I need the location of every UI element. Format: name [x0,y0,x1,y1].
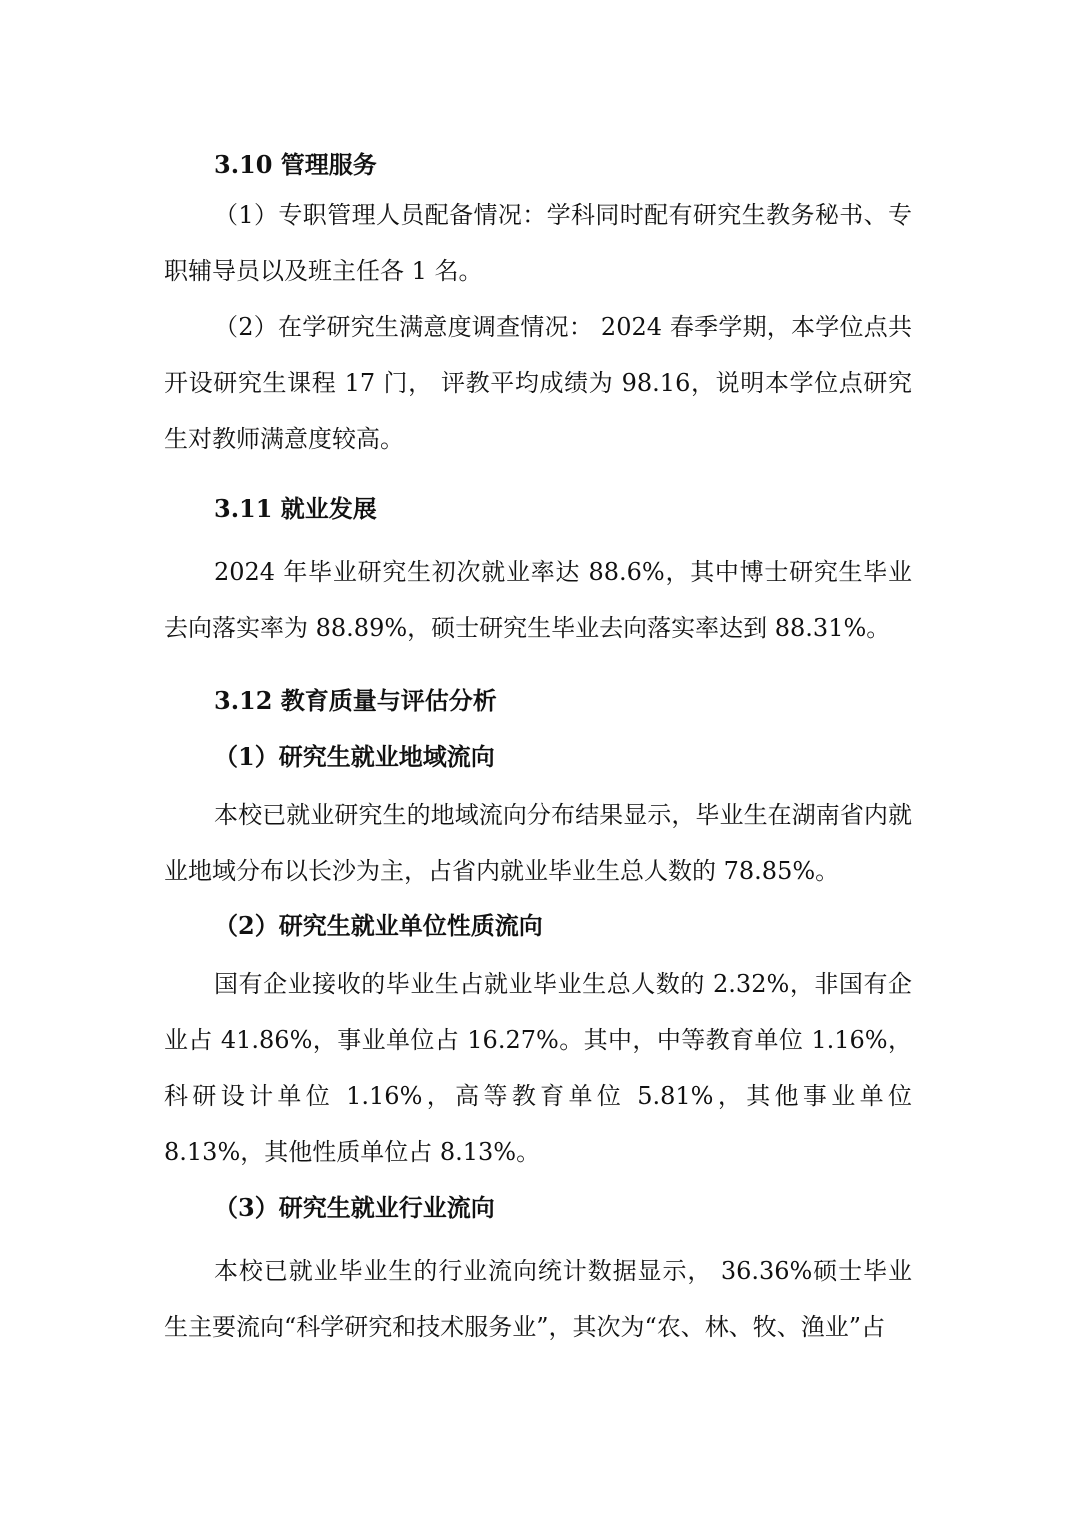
section-3-12-heading: 3.12 教育质量与评估分析 [214,686,497,715]
industry-flow-subheading: （3）研究生就业行业流向 [214,1193,495,1222]
section-3-10-heading: 3.10 管理服务 [214,150,377,179]
regional-flow-paragraph: 本校已就业研究生的地域流向分布结果显示，毕业生在湖南省内就业地域分布以长沙为主，占省内就业毕业生总人数的 78.85%。 [164,801,912,885]
section-3-11-heading: 3.11 就业发展 [214,494,377,523]
regional-flow-subheading: （1）研究生就业地域流向 [214,742,495,771]
satisfaction-paragraph: （2）在学研究生满意度调查情况： 2024 春季学期，本学位点共开设研究生课程 17 门， 评教平均成绩为 98.16，说明本学位点研究生对教师满意度较高。 [164,313,912,453]
employer-type-paragraph: 国有企业接收的毕业生占就业毕业生总人数的 2.32%，非国有企业占 41.86%，事业单位占 16.27%。其中，中等教育单位 1.16%，科研设计单位 1.16%，高等教育单位 5.81%，其他事业单位 8.13%，其他性质单位占 8.13%。 [164,970,912,1166]
industry-flow-paragraph: 本校已就业毕业生的行业流向统计数据显示， 36.36%硕士毕业生主要流向“科学研究和技术服务业”，其次为“农、林、牧、渔业”占 [164,1257,912,1341]
staffing-paragraph: （1）专职管理人员配备情况：学科同时配有研究生教务秘书、专职辅导员以及班主任各 1 名。 [164,201,912,285]
employer-type-subheading: （2）研究生就业单位性质流向 [214,911,543,940]
employment-paragraph: 2024 年毕业研究生初次就业率达 88.6%，其中博士研究生毕业去向落实率为 88.89%，硕士研究生毕业去向落实率达到 88.31%。 [164,558,912,642]
